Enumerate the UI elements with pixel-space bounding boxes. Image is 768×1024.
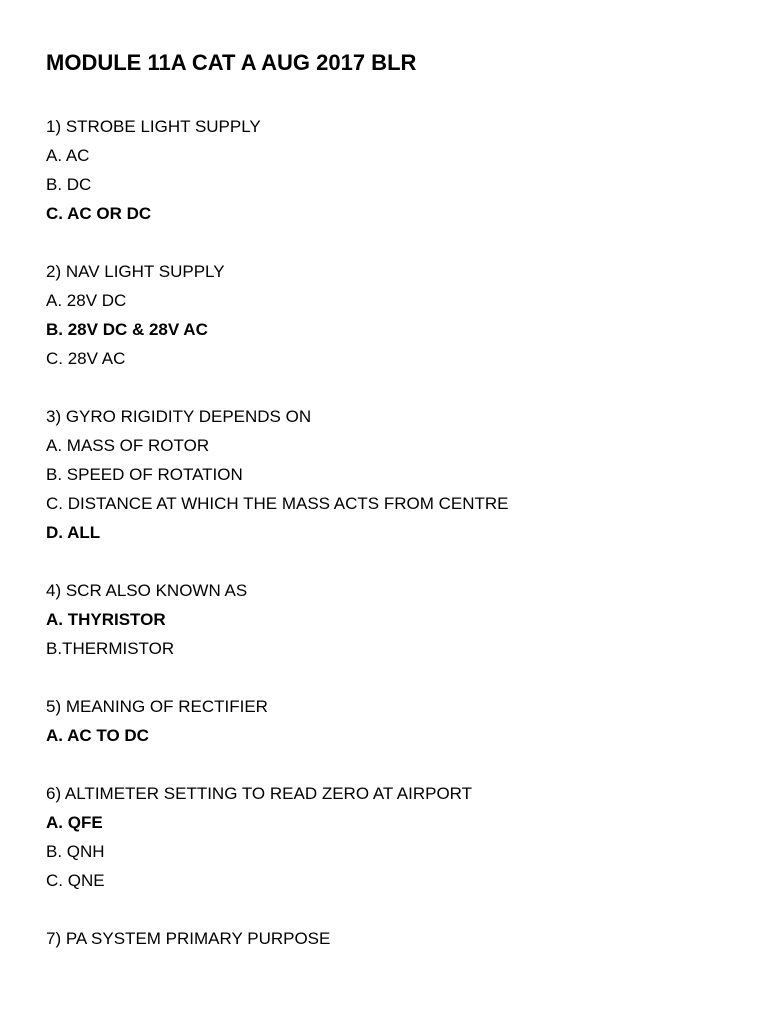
answer-option-correct: B. 28V DC & 28V AC (46, 320, 208, 339)
answer-option: B. DC (46, 175, 92, 194)
answer-option: C. 28V AC (46, 349, 126, 368)
question-text: 5) MEANING OF RECTIFIER (46, 697, 268, 716)
document-title: MODULE 11A CAT A AUG 2017 BLR (46, 50, 417, 75)
question-text: 7) PA SYSTEM PRIMARY PURPOSE (46, 929, 331, 948)
question-block (46, 112, 748, 228)
answer-option: B. SPEED OF ROTATION (46, 465, 243, 484)
answer-option: B.THERMISTOR (46, 639, 175, 658)
answer-option-correct: D. ALL (46, 523, 101, 542)
answer-option: A. 28V DC (46, 291, 127, 310)
question-text: 2) NAV LIGHT SUPPLY (46, 262, 225, 281)
question-block (46, 924, 748, 953)
question-text: 6) ALTIMETER SETTING TO READ ZERO AT AIRPORT (46, 784, 473, 803)
answer-option-correct: A. THYRISTOR (46, 610, 166, 629)
answer-option-correct: C. AC OR DC (46, 204, 152, 223)
answer-option: C. DISTANCE AT WHICH THE MASS ACTS FROM CENTRE (46, 494, 509, 513)
question-text: 3) GYRO RIGIDITY DEPENDS ON (46, 407, 312, 426)
question-block (46, 779, 748, 895)
answer-option: A. MASS OF ROTOR (46, 436, 210, 455)
question-block (46, 257, 748, 373)
question-text: 1) STROBE LIGHT SUPPLY (46, 117, 261, 136)
question-list (46, 112, 748, 953)
answer-option-correct: A. QFE (46, 813, 103, 832)
document-page (46, 48, 748, 982)
question-block (46, 576, 748, 663)
answer-option: C. QNE (46, 871, 105, 890)
question-block (46, 692, 748, 750)
question-block (46, 402, 748, 547)
answer-option: B. QNH (46, 842, 105, 861)
question-text: 4) SCR ALSO KNOWN AS (46, 581, 248, 600)
answer-option: A. AC (46, 146, 90, 165)
answer-option-correct: A. AC TO DC (46, 726, 149, 745)
